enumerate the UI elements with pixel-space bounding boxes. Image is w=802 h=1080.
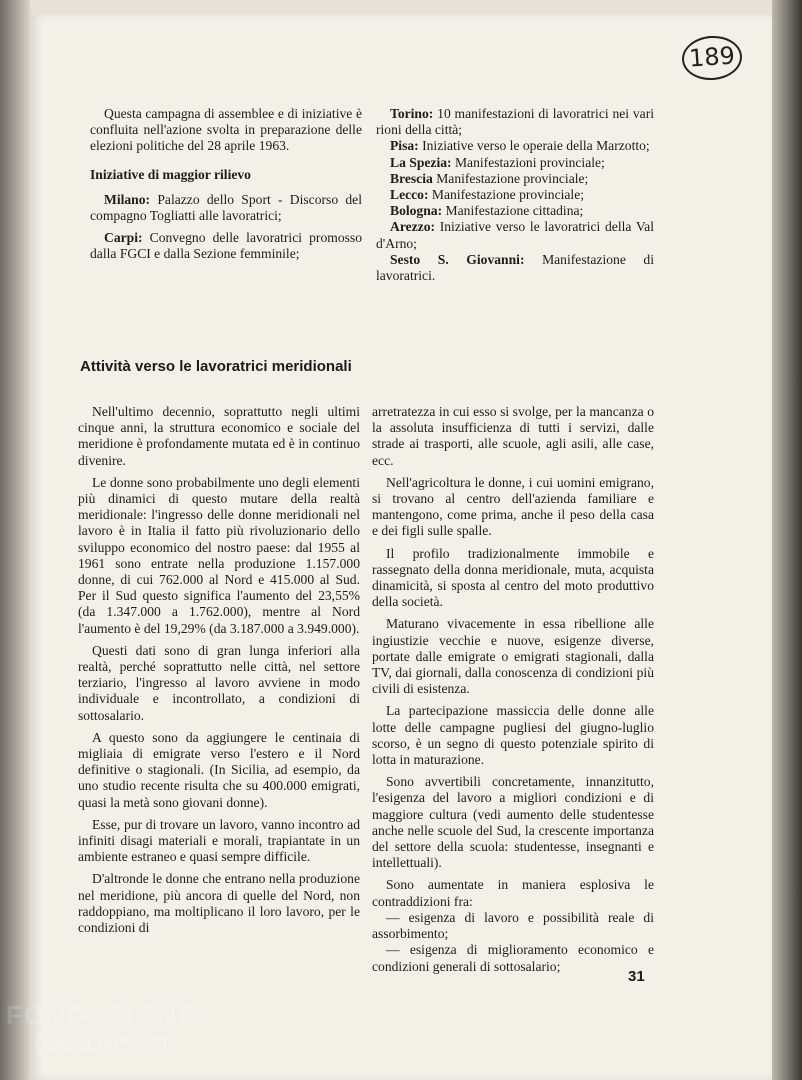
subheading: Iniziative di maggior rilievo (90, 166, 251, 182)
list-item: — esigenza di miglioramento economico e condizioni generali di sottosalario; (372, 942, 654, 974)
body-paragraph: Nell'agricoltura le donne, i cui uomini emigrano, si trovano al centro dell'azienda familiare e mantengono, come prima, anche il peso della casa e dei figli sulle spalle. (372, 474, 654, 539)
scan-edge-right (772, 0, 802, 1080)
body-left-column (78, 404, 360, 936)
initiative-item: Bologna: Manifestazione cittadina; (390, 203, 584, 219)
top-right-column (376, 106, 654, 284)
initiative-item: Lecco: Manifestazione provinciale; (390, 187, 585, 203)
list-item: — esigenza di lavoro e possibilità reale di assorbimento; (372, 909, 654, 942)
initiative-item: Arezzo: Iniziative verso le lavoratrici della Val d'Arno; (376, 219, 654, 251)
page-top-edge (30, 0, 772, 14)
body-paragraph: Esse, pur di trovare un lavoro, vanno incontro ad infiniti disagi materiali e morali, trapiantate in un ambiente estraneo e quasi sempre difficile. (78, 816, 360, 865)
body-paragraph: Nell'ultimo decennio, soprattutto negli ultimi cinque anni, la struttura economico e sociale del meridione è profondamente mutata ed è in continuo divenire. (78, 404, 360, 468)
body-paragraph: Il profilo tradizionalmente immobile e rassegnato della donna meridionale, muta, acquista dinamicità, si sposta al centro del moto produttivo della società. (372, 545, 654, 610)
body-paragraph: La partecipazione massiccia delle donne alle lotte delle campagne pugliesi del giugno-luglio scorso, è un segno di questo potenziale spirito di lotta in maturazione. (372, 703, 654, 768)
page-number: 31 (628, 968, 645, 985)
body-paragraph: D'altronde le donne che entrano nella produzione nel meridione, più ancora di quelle del Nord, non raddoppiano, ma moltiplicano il loro lavoro, per le condizioni di (78, 871, 360, 936)
initiative-item: Sesto S. Giovanni: Manifestazione di lavoratrici. (376, 251, 654, 284)
intro-paragraph: Questa campagna di assemblee e di iniziative è confluita nell'azione svolta in preparazione delle elezioni politiche del 28 aprile 1963. (90, 106, 362, 154)
archive-watermark: FONDAZIONE GRAMSCI (6, 1000, 198, 1060)
handwritten-page-number: 189 (681, 34, 744, 82)
body-right-column (372, 404, 654, 975)
binding-edge-left (0, 0, 30, 1080)
initiative-item: Torino: 10 manifestazioni di lavoratrici nei vari rioni della città; (376, 106, 655, 138)
body-paragraph: Le donne sono probabilmente uno degli elementi più dinamici di questo mutare della realtà meridionale: l'ingresso delle donne meridionali nel lavoro è in Italia il fatto più rivoluzionario dello sviluppo economico del nostro paese: dal 1955 al 1961 sono entrate nella produzione 1.157.000 donne, di cui 762.000 al Nord e 415.000 al Sud. Per il Sud questo significa l'aumento del 23,55% (da 1.347.000 a 1.762.000), mentre al Nord l'aumento è del 19,29% (da 3.187.000 a 3.949.000). (78, 474, 360, 636)
initiative-item: Pisa: Iniziative verso le operaie della Marzotto; (390, 138, 650, 154)
initiative-item: Carpi: Convegno delle lavoratrici promosso dalla FGCI e dalla Sezione femminile; (90, 230, 363, 262)
initiative-item: Brescia Manifestazione provinciale; (390, 170, 589, 186)
body-paragraph: Sono aumentate in maniera esplosiva le contraddizioni fra: (372, 877, 654, 909)
body-paragraph: Maturano vivacemente in essa ribellione alle ingiustizie vecchie e nuove, esigenze diverse, portate dalle emigrate o emigrati stagionali, dalla TV, dai giornali, dalla conoscenza di condizioni più civili di esistenza. (372, 616, 654, 697)
body-paragraph: Sono avvertibili concretamente, innanzitutto, l'esigenza del lavoro a migliori condizioni e di maggiore cultura (vedi aumento delle studentesse anche nelle scuole del Sud, la crescente importanza del settore della scuola: studentesse, insegnanti e intellettuali). (372, 774, 654, 871)
body-paragraph: A questo sono da aggiungere le centinaia di migliaia di emigrate verso l'estero e il Nord definitive o stagionali. (In Sicilia, ad esempio, da uno studio recente risulta che su 400.000 emigrati, quasi la metà sono giovani donne). (78, 729, 360, 810)
top-left-column (90, 106, 362, 263)
initiative-item: Milano: Palazzo dello Sport - Discorso del compagno Togliatti alle lavoratrici; (90, 191, 362, 224)
body-paragraph: Questi dati sono di gran lunga inferiori alla realtà, perché soprattutto nelle città, nel settore terziario, l'ingresso al lavoro avviene in modo individuale e incontrollato, a condizioni di sottosalario. (78, 642, 360, 723)
initiative-item: La Spezia: Manifestazioni provinciale; (390, 154, 605, 170)
section-heading: Attività verso le lavoratrici meridionali (80, 358, 352, 375)
body-paragraph: arretratezza in cui esso si svolge, per la mancanza o la assoluta insufficienza di tutti i servizi, dalle strade ai trasporti, alle scuole, agli asili, alle case, ecc. (372, 404, 654, 468)
